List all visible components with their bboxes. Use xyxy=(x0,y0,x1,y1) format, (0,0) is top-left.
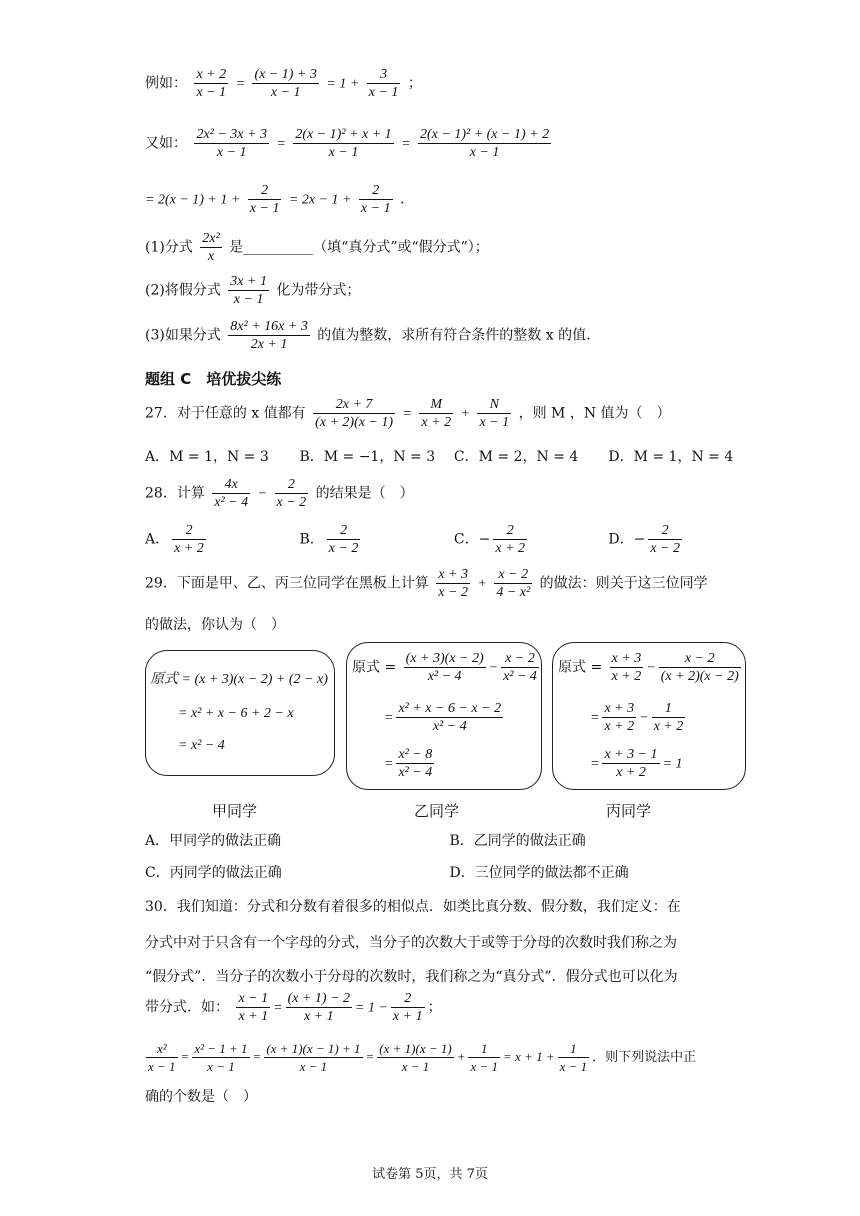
denominator: x + 2 xyxy=(174,541,204,556)
plus: + xyxy=(477,576,487,592)
denominator: x − 2 xyxy=(276,495,307,510)
fraction xyxy=(404,650,486,685)
numerator: (x + 1)(x − 1) + 1 xyxy=(266,1041,361,1056)
denominator: x + 2 xyxy=(616,765,646,780)
option-b[interactable]: B．M = −1，N = 3 xyxy=(299,449,436,465)
numerator: 3 xyxy=(367,66,401,84)
fraction xyxy=(501,650,539,685)
minus: − xyxy=(646,660,656,676)
numerator: 2 xyxy=(327,522,361,540)
denominator: x − 2 xyxy=(650,541,680,556)
fraction xyxy=(252,66,318,101)
denominator: x + 2 xyxy=(611,669,642,684)
denominator: x + 1 xyxy=(303,1009,334,1024)
equals: = xyxy=(235,76,246,92)
fraction xyxy=(200,230,221,265)
yi-label: 原式 = xyxy=(352,659,397,676)
numerator: 3x + 1 xyxy=(230,274,267,289)
math-text: = 1 − xyxy=(355,1000,388,1016)
denominator: x − 1 xyxy=(328,145,359,160)
punctuation: ； xyxy=(427,999,442,1016)
option-d[interactable]: D．M = 1，N = 4 xyxy=(608,449,734,465)
section-heading: 题组 C 培优拔尖练 xyxy=(145,370,282,388)
math-text: = x + 1 + xyxy=(503,1049,555,1064)
equals: = xyxy=(180,1049,190,1064)
fraction xyxy=(359,182,393,217)
option-a[interactable] xyxy=(145,522,295,557)
numerator: 2 xyxy=(648,522,682,540)
fraction xyxy=(313,396,395,431)
caption-bing: 丙同学 xyxy=(606,802,652,820)
option-label: D． xyxy=(608,531,634,548)
question-28 xyxy=(145,476,414,511)
denominator: x + 2 xyxy=(421,415,452,430)
question-text: 27．对于任意的 x 值都有 xyxy=(145,405,306,422)
numerator: x + 3 − 1 xyxy=(604,747,658,762)
fraction xyxy=(602,700,636,735)
fraction xyxy=(418,126,551,161)
denominator: x + 1 xyxy=(392,1009,423,1024)
option-c[interactable] xyxy=(454,522,604,557)
denominator: x + 2 xyxy=(604,719,635,734)
fraction xyxy=(293,126,393,161)
denominator: x − 1 xyxy=(196,85,227,100)
question-26-part-2 xyxy=(145,273,360,308)
numerator: x² + x − 6 − x − 2 xyxy=(398,701,502,716)
denominator: x − 1 xyxy=(479,415,510,430)
numerator: M xyxy=(419,396,453,414)
question-text: 的结果是（ ） xyxy=(315,485,414,502)
denominator: 2x + 1 xyxy=(250,337,288,352)
denominator: x² − 4 xyxy=(503,669,537,684)
denominator: x + 1 xyxy=(238,1009,269,1024)
numerator: x + 3 xyxy=(604,701,635,716)
fraction xyxy=(228,273,269,308)
denominator: x − 1 xyxy=(148,1059,176,1074)
fraction xyxy=(659,650,741,685)
denominator: x − 1 xyxy=(249,201,280,216)
denominator: x − 2 xyxy=(328,541,359,556)
denominator: (x + 2)(x − 2) xyxy=(660,669,739,684)
equals: = xyxy=(365,1049,375,1064)
numerator: x − 2 xyxy=(501,650,539,668)
option-label: C． xyxy=(453,531,479,548)
fraction xyxy=(419,396,453,431)
option-b[interactable] xyxy=(299,522,449,557)
question-28-options xyxy=(145,522,765,557)
numerator: 1 xyxy=(652,700,686,718)
part-text: 是__________（填“真分式”或“假分式”）； xyxy=(229,239,489,256)
option-c[interactable]: C．丙同学的做法正确 xyxy=(145,865,282,881)
option-d[interactable] xyxy=(608,522,685,557)
question-text: 29．下面是甲、乙、丙三位同学在黑板上计算 xyxy=(145,575,429,592)
option-label: B． xyxy=(299,531,324,548)
fraction xyxy=(610,650,644,685)
part-text: 化为带分式； xyxy=(276,282,361,299)
option-b[interactable]: B．乙同学的做法正确 xyxy=(449,833,586,849)
part-label: (2)将假分式 xyxy=(145,282,221,299)
question-29-options-row-2 xyxy=(145,862,765,882)
example-line-1 xyxy=(145,66,422,101)
denominator: x² − 4 xyxy=(398,765,433,780)
numerator: x − 2 xyxy=(659,650,741,668)
question-29-line-2: 的做法，你认为（ ） xyxy=(145,617,285,633)
question-30-line-4 xyxy=(145,990,442,1025)
numerator: 2x² xyxy=(202,231,220,246)
equals: = xyxy=(401,136,411,152)
question-text: 的做法：则关于这三位同学 xyxy=(539,575,708,592)
fraction xyxy=(391,990,425,1025)
denominator: x + 2 xyxy=(495,541,526,556)
question-29-options-row-1 xyxy=(145,830,765,850)
option-d[interactable]: D．三位同学的做法都不正确 xyxy=(449,865,629,881)
fraction xyxy=(172,522,206,557)
question-30-line-5 xyxy=(143,1040,696,1075)
denominator: x² − 4 xyxy=(214,495,249,510)
denominator: x − 1 xyxy=(233,292,264,307)
minus: − xyxy=(639,710,649,726)
denominator: 4 − x² xyxy=(496,585,531,600)
question-text: 28．计算 xyxy=(145,485,205,502)
denominator: x − 1 xyxy=(470,1059,499,1074)
fraction xyxy=(228,318,310,353)
example-prefix: 例如： xyxy=(145,75,187,92)
denominator: x xyxy=(207,249,215,264)
numerator: (x + 3)(x − 2) xyxy=(405,651,484,666)
plus: + xyxy=(460,406,470,422)
question-26-part-1 xyxy=(145,230,489,265)
option-label: A． xyxy=(145,531,170,548)
numerator: x − 2 xyxy=(494,566,532,584)
math-text: = 2x − 1 + xyxy=(288,192,352,208)
bing-line-2 xyxy=(590,700,688,735)
bing-label: 原式 = xyxy=(558,659,603,676)
example-prefix: 又如： xyxy=(145,135,187,152)
numerator: 2 xyxy=(275,476,309,494)
bing-line-1 xyxy=(558,650,744,685)
option-a[interactable]: A．甲同学的做法正确 xyxy=(145,833,282,849)
fraction xyxy=(146,1040,178,1075)
jia-line-3: = x² − 4 xyxy=(178,738,225,753)
numerator: 2(x − 1)² + x + 1 xyxy=(295,127,392,142)
question-30-line-2: 分式中对于只含有一个字母的分式，当分子的次数大于或等于分母的次数时我们称之为 xyxy=(145,935,677,951)
fraction xyxy=(286,990,352,1025)
question-text: 带分式．如： xyxy=(145,999,229,1016)
denominator: x − 1 xyxy=(360,201,391,216)
numerator: x + 3 xyxy=(438,567,468,582)
jia-line-2: = x² + x − 6 + 2 − x xyxy=(178,706,294,721)
denominator: x² − 4 xyxy=(427,669,462,684)
yi-line-2 xyxy=(384,700,506,735)
fraction xyxy=(558,1040,590,1075)
fraction xyxy=(494,566,532,601)
equals: = xyxy=(402,406,412,422)
fraction xyxy=(327,522,361,557)
equals: = xyxy=(384,710,394,726)
numerator: 2 xyxy=(359,182,393,200)
numerator: (x + 1) − 2 xyxy=(287,991,351,1006)
numerator: x² xyxy=(146,1040,178,1058)
fraction xyxy=(367,66,401,101)
denominator: x − 1 xyxy=(270,85,301,100)
option-sign: − xyxy=(633,531,646,548)
numerator: x² − 8 xyxy=(398,747,433,762)
fraction xyxy=(396,700,503,735)
example-line-2-continued xyxy=(145,182,405,217)
fraction xyxy=(212,476,250,511)
part-text: 的值为整数，求所有符合条件的整数 x 的值. xyxy=(317,327,591,344)
equals: = xyxy=(384,756,394,772)
denominator: (x + 2)(x − 1) xyxy=(315,415,394,430)
fraction xyxy=(652,700,686,735)
question-text: ，则 M ，N 值为（ ） xyxy=(518,405,671,422)
option-a[interactable]: A．M = 1，N = 3 xyxy=(145,449,269,465)
punctuation: . xyxy=(400,191,405,208)
fraction xyxy=(396,746,434,781)
numerator: N xyxy=(477,396,511,414)
plus: + xyxy=(456,1049,466,1064)
question-text: ．则下列说法中正 xyxy=(592,1050,697,1065)
numerator: 2x + 7 xyxy=(313,396,395,414)
yi-line-1 xyxy=(352,650,542,685)
numerator: 4x xyxy=(212,476,250,494)
numerator: (x + 1)(x − 1) xyxy=(379,1041,452,1056)
denominator: x − 1 xyxy=(559,1059,588,1074)
question-26-part-3 xyxy=(145,318,591,353)
numerator: 1 xyxy=(558,1040,590,1058)
option-c[interactable]: C．M = 2，N = 4 xyxy=(453,449,579,465)
numerator: 2 xyxy=(172,522,206,540)
fraction xyxy=(493,522,527,557)
numerator: (x − 1) + 3 xyxy=(254,67,317,82)
numerator: x + 3 xyxy=(611,651,642,666)
fraction xyxy=(264,1040,362,1075)
math-text: = 2(x − 1) + 1 + xyxy=(145,192,241,208)
fraction xyxy=(436,566,470,601)
fraction xyxy=(477,396,511,431)
numerator: x² − 1 + 1 xyxy=(194,1041,248,1056)
question-29 xyxy=(145,566,708,601)
numerator: 2 xyxy=(391,990,425,1008)
denominator: x² − 4 xyxy=(432,719,467,734)
equals: = xyxy=(273,1000,283,1016)
equals: = xyxy=(590,756,600,772)
numerator: 2x² − 3x + 3 xyxy=(196,127,267,142)
numerator: x + 2 xyxy=(196,67,227,82)
equals: = xyxy=(276,136,286,152)
jia-line-1: 原式 = (x + 3)(x − 2) + (2 − x) xyxy=(150,672,328,687)
fraction xyxy=(468,1040,500,1075)
denominator: x − 1 xyxy=(299,1059,328,1074)
fraction xyxy=(194,126,269,161)
denominator: x − 1 xyxy=(401,1059,430,1074)
denominator: x − 1 xyxy=(207,1059,235,1074)
equals: = xyxy=(252,1049,262,1064)
part-label: (1)分式 xyxy=(145,239,193,256)
math-text: = 1 + xyxy=(326,76,360,92)
question-30-line-6: 确的个数是（ ） xyxy=(145,1089,257,1105)
numerator: 8x² + 16x + 3 xyxy=(230,319,308,334)
page-footer: 试卷第 5页，共 7页 xyxy=(372,1167,488,1182)
bing-line-3 xyxy=(590,746,683,781)
numerator: 1 xyxy=(468,1040,500,1058)
fraction xyxy=(194,66,228,101)
fraction xyxy=(236,990,270,1025)
question-30-line-3: “假分式”．当分子的次数小于分母的次数时，我们称之为“真分式”．假分式也可以化为 xyxy=(145,969,678,985)
denominator: x − 1 xyxy=(216,145,247,160)
caption-yi: 乙同学 xyxy=(414,802,460,820)
part-label: (3)如果分式 xyxy=(145,327,221,344)
question-27 xyxy=(145,396,671,431)
denominator: x − 1 xyxy=(368,85,399,100)
fraction xyxy=(602,746,659,781)
yi-line-3 xyxy=(384,746,437,781)
numerator: 2(x − 1)² + (x − 1) + 2 xyxy=(420,127,550,142)
punctuation: ； xyxy=(407,75,422,92)
example-line-2 xyxy=(145,126,554,161)
question-27-options xyxy=(145,446,765,466)
fraction xyxy=(275,476,309,511)
math-text: = 1 xyxy=(662,756,683,772)
question-30-line-1: 30．我们知道：分式和分数有着很多的相似点．如类比真分数、假分数，我们定义：在 xyxy=(145,899,681,915)
numerator: x − 1 xyxy=(238,991,269,1006)
denominator: x − 2 xyxy=(438,585,468,600)
minus: − xyxy=(488,660,499,676)
numerator: 2 xyxy=(248,182,282,200)
caption-jia: 甲同学 xyxy=(212,802,258,820)
equals: = xyxy=(590,710,600,726)
minus: − xyxy=(257,486,268,502)
denominator: x − 1 xyxy=(469,145,500,160)
denominator: x + 2 xyxy=(653,719,684,734)
fraction xyxy=(377,1040,453,1075)
numerator: 2 xyxy=(493,522,527,540)
option-sign: − xyxy=(478,531,491,548)
fraction xyxy=(248,182,282,217)
fraction xyxy=(192,1040,249,1075)
fraction xyxy=(648,522,682,557)
